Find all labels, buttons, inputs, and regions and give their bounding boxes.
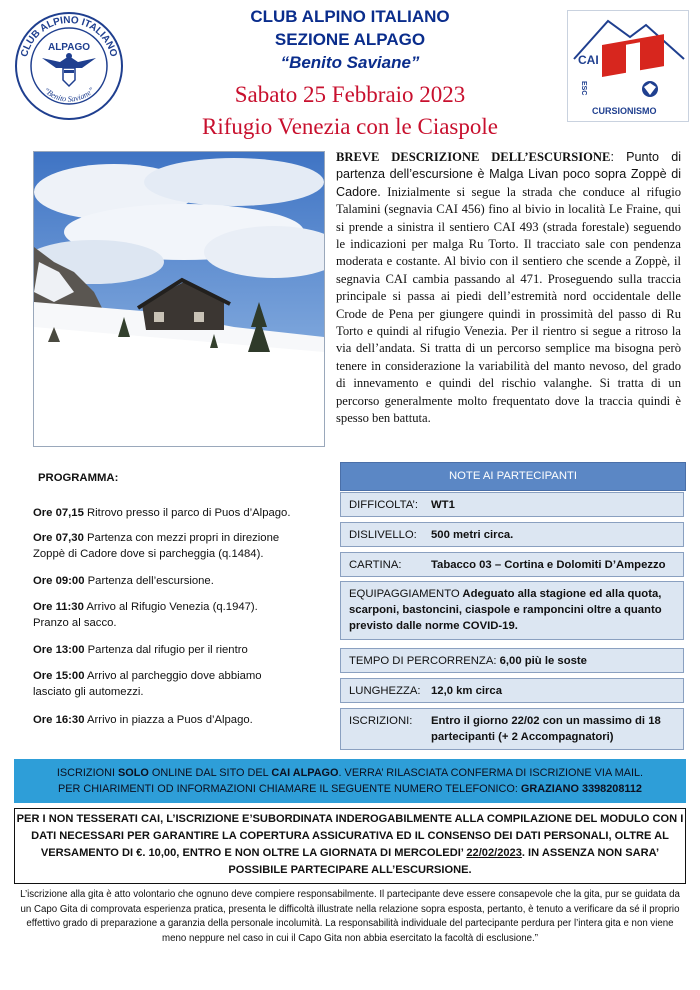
difficulty-label: DIFFICOLTA’: bbox=[349, 499, 419, 511]
difficulty-value: WT1 bbox=[431, 499, 455, 511]
program-item: Ore 13:00 Partenza dal rifugio per il rientro bbox=[33, 644, 248, 656]
event-title: Rifugio Venezia con le Ciaspole bbox=[202, 114, 498, 139]
logo-right-cai: CAI bbox=[578, 53, 599, 67]
logo-left-bottom-text: “Benito Saviane” bbox=[41, 85, 97, 104]
event-date: Sabato 25 Febbraio 2023 bbox=[234, 82, 466, 107]
duration-row bbox=[340, 648, 684, 673]
escursionismo-logo-graphic bbox=[568, 11, 688, 121]
description-heading: BREVE DESCRIZIONE DELL’ESCURSIONE bbox=[336, 150, 611, 164]
logo-right-esc: ESC bbox=[580, 81, 587, 96]
duration-label: TEMPO DI PERCORRENZA: bbox=[349, 655, 500, 667]
logo-right-cursionismo: CURSIONISMO bbox=[592, 106, 657, 116]
description-intro: : Punto di partenza dell’escursione è Malga Livan poco sopra Zoppè di Cadore. bbox=[336, 150, 681, 199]
hike-description bbox=[336, 149, 681, 428]
liability-disclaimer: L’iscrizione alla gita è atto volontario che ognuno deve compiere responsabilmente. Il partecipante deve essere consapevole che la gita, pur se guidata da un Capo Gita di comprovata esperienza pratica, presenta le difficoltà illustrate nella relazione sopra esposta, pertanto, è tenuto a verificare da sé il proprio effettivo grado di preparazione a garanzia della personale incolumità. La responsabilità individuale del partecipante perdura per l’intera gita e non viene meno neppure nel caso in cui il Capo Gita non abbia esercitato la facoltà di esclusione.” bbox=[20, 889, 680, 944]
refuge-photo bbox=[33, 151, 325, 447]
logo-left-top-text: CLUB ALPINO ITALIANO bbox=[19, 14, 119, 59]
map-row bbox=[340, 552, 684, 577]
elevation-row bbox=[340, 522, 684, 547]
equipment-label: EQUIPAGGIAMENTO bbox=[349, 588, 460, 600]
program-item: Ore 16:30 Arrivo in piazza a Puos d’Alpago. bbox=[33, 714, 253, 726]
program-item: Ore 07,15 Ritrovo presso il parco di Puos d’Alpago. bbox=[33, 507, 291, 519]
map-value: Tabacco 03 – Cortina e Dolomiti D’Ampezzo bbox=[431, 559, 666, 571]
cai-alpago-logo-graphic bbox=[12, 10, 126, 122]
club-name: CLUB ALPINO ITALIANO bbox=[250, 7, 450, 26]
cai-alpago-logo bbox=[12, 10, 126, 122]
banner-line-2: PER CHIARIMENTI OD INFORMAZIONI CHIAMARE IL SEGUENTE NUMERO TELEFONICO: GRAZIANO 3398208112 bbox=[58, 783, 642, 795]
difficulty-row bbox=[340, 492, 684, 517]
map-label: CARTINA: bbox=[349, 559, 402, 571]
program-item: Ore 11:30 Arrivo al Rifugio Venezia (q.1947). Pranzo al sacco. bbox=[33, 601, 258, 629]
equipment-row bbox=[340, 581, 684, 640]
cai-escursionismo-logo bbox=[567, 10, 689, 122]
equipment-value: Adeguato alla stagione ed alla quota, scarponi, bastoncini, ciaspole e ramponcini oltre a quanto previsto dalle norme COVID-19. bbox=[349, 588, 662, 632]
program-item: Ore 15:00 Arrivo al parcheggio dove abbiamo lasciato gli automezzi. bbox=[33, 670, 262, 698]
length-label: LUNGHEZZA: bbox=[349, 685, 421, 697]
program-item: Ore 07,30 Partenza con mezzi propri in direzione Zoppè di Cadore dove si parcheggia (q.1484). bbox=[33, 532, 280, 560]
section-name: SEZIONE ALPAGO bbox=[274, 30, 426, 49]
registration-row bbox=[340, 708, 684, 750]
notes-header: NOTE AI PARTECIPANTI bbox=[340, 462, 686, 491]
elevation-value: 500 metri circa. bbox=[431, 529, 514, 541]
registration-label: ISCRIZIONI: bbox=[349, 715, 413, 727]
logo-left-mid-text: ALPAGO bbox=[47, 42, 91, 53]
length-value: 12,0 km circa bbox=[431, 685, 502, 697]
registration-banner bbox=[14, 759, 686, 803]
non-member-warning: PER I NON TESSERATI CAI, L’ISCRIZIONE E’SUBORDINATA INDEROGABILMENTE ALLA COMPILAZIONE DEL MODULO CON I DATI NECESSARI PER GARANTIRE LA COPERTURA ASSICURATIVA ED IL CONSENSO DEI DATI PERSONALI, OLTRE AL VERSAMENTO DI €. 10,00, ENTRO E NON OLTRE LA GIORNATA DI MERCOLEDI’ 22/02/2023. IN ASSENZA NON SARA’ POSSIBILE PARTECIPARE ALL’ESCURSIONE. bbox=[14, 808, 686, 884]
program-item: Ore 09:00 Partenza dell’escursione. bbox=[33, 575, 214, 587]
banner-line-1: ISCRIZIONI SOLO ONLINE DAL SITO DEL CAI ALPAGO. VERRA’ RILASCIATA CONFERMA DI ISCRIZIONE VIA MAIL. bbox=[56, 767, 644, 779]
program-title: PROGRAMMA: bbox=[38, 472, 119, 484]
duration-value: 6,00 più le soste bbox=[499, 655, 587, 667]
refuge-photo-image bbox=[34, 152, 324, 446]
deadline-date: 22/02/2023 bbox=[466, 847, 522, 859]
elevation-label: DISLIVELLO: bbox=[349, 529, 417, 541]
registration-value: Entro il giorno 22/02 con un massimo di 18 partecipanti (+ 2 Accompagnatori) bbox=[431, 715, 661, 743]
description-body: Inizialmente si segue la strada che conduce al rifugio Talamini (segnavia CAI 456) fino al bivio in località Le Fraine, qui si prende a sinistra il sentiero CAI 493 (strada forestale) seguendo le indicazioni per malga Ru Torto. Il tracciato sale con pendenza moderata e costante. Al bivio con il sentiero che scende a Zoppè, il segnavia CAI cambia passando al 471. Proseguendo sulla traccia principale si passa ai piedi dell’estremità nord occidentale delle Crode de Pena per giungere quindi in prossimità del passo di Ru Torto e quindi al rifugio Venezia. Per il rientro si segue a ritroso la via dell’andata. Si tratta di un percorso semplice ma bisogna però tenere in considerazione la variabilità del manto nevoso, del grado di innevamento e quindi del rischio valanghe. Si tratta di un percorso generalmente molto frequentato dove la traccia quindi è spesso ben battuta. bbox=[336, 184, 681, 426]
length-row bbox=[340, 678, 684, 703]
section-dedication: “Benito Saviane” bbox=[280, 53, 420, 72]
